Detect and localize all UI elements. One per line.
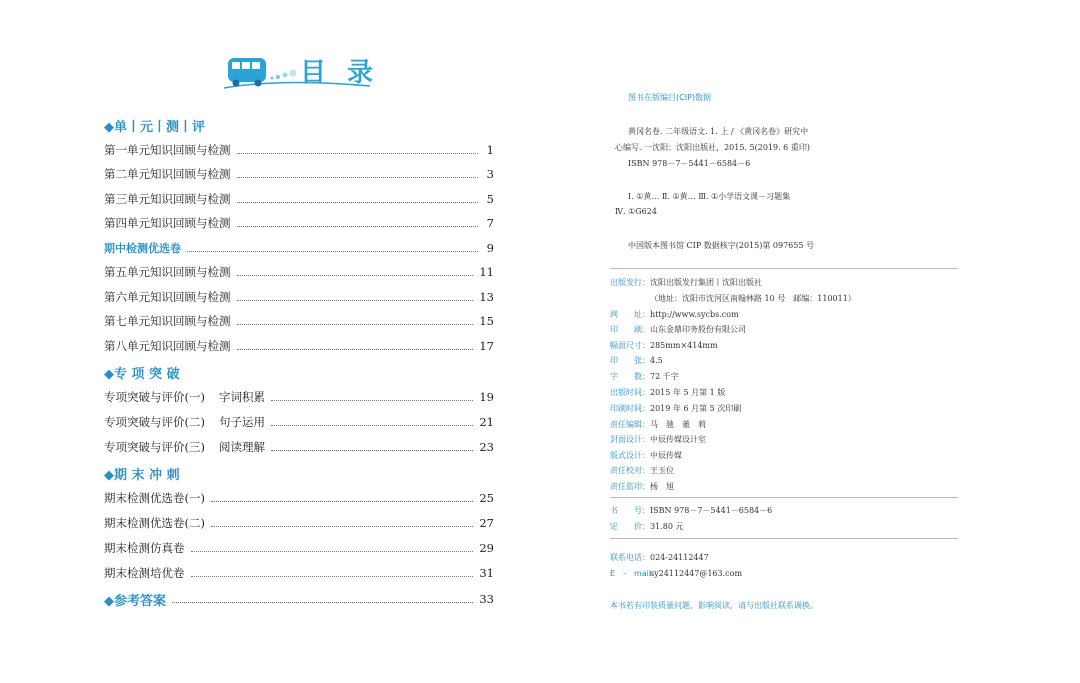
cip-line: Ⅰ. ①黄… Ⅱ. ①黄… Ⅲ. ①小学语文课－习题集 [628,192,791,201]
info-layout-design: 版式设计：中辰传媒 [610,451,682,460]
info-print-supervisor: 责任监印：杨 旭 [610,482,674,491]
divider [610,497,958,498]
toc-row: 第四单元知识回顾与检测 7 [104,216,494,230]
toc-row: 专项突破与评价(二) 句子运用 21 [104,415,494,429]
info-cover-design: 封面设计：中辰传媒设计室 [610,435,706,444]
toc-title: 目 录 [300,58,380,88]
info-size: 幅面尺寸：285mm×414mm [610,341,718,350]
cip-line: ISBN 978－7－5441－6584－6 [628,159,751,168]
info-pub-date: 出版时间：2015 年 5 月第 1 版 [610,388,726,397]
info-isbn: 书 号：ISBN 978－7－5441－6584－6 [610,506,773,515]
info-printer: 印 刷：山东金鼎印务股份有限公司 [610,325,746,334]
info-sheets: 印 张：4.5 [610,356,663,365]
section-special-topics: ◆专 项 突 破 [104,367,180,382]
toc-row: 期末检测培优卷 31 [104,566,494,580]
cip-line: Ⅳ. ①G624 [615,207,657,216]
quality-notice: 本书若有印装质量问题，影响阅读，请与出版社联系调换。 [610,601,818,610]
info-phone: 联系电话：024-24112447 [610,553,709,562]
info-address: （地址：沈阳市沈河区南翰林路 10 号 邮编：110011） [650,294,856,303]
toc-row: 专项突破与评价(三) 阅读理解 23 [104,440,494,454]
toc-row-answers: ◆参考答案 33 [104,592,494,609]
toc-row: 第三单元知识回顾与检测 5 [104,192,494,206]
toc-row-midterm: 期中检测优选卷 9 [104,241,494,255]
info-website: 网 址：http://www.sycbs.com [610,310,739,319]
section-unit-tests: ◆单丨元丨测丨评 [104,120,205,135]
info-email: E - mail：sy24112447@163.com [610,569,743,578]
toc-row: 期末检测优选卷(一) 25 [104,491,494,505]
toc-row: 期末检测仿真卷 29 [104,541,494,555]
divider [610,268,958,269]
section-final-sprint: ◆期 末 冲 刺 [104,468,180,483]
toc-row: 第五单元知识回顾与检测 11 [104,265,494,279]
toc-row: 第二单元知识回顾与检测 3 [104,167,494,181]
cip-line: 中国版本图书馆 CIP 数据核字(2015)第 097655 号 [628,241,814,250]
info-proofreader: 责任校对：王玉位 [610,466,674,475]
divider [610,538,958,539]
info-editor: 责任编辑：马 驰 董 莉 [610,420,706,429]
toc-row: 第六单元知识回顾与检测 13 [104,290,494,304]
info-words: 字 数：72 千字 [610,372,679,381]
info-print-date: 印刷时间：2019 年 6 月第 5 次印刷 [610,404,742,413]
toc-row: 第八单元知识回顾与检测 17 [104,339,494,353]
cip-heading: 图书在版编目(CIP)数据 [628,93,712,102]
cip-line: 心编写. 一沈阳：沈阳出版社，2015. 5(2019. 6 重印) [615,143,810,152]
toc-row: 期末检测优选卷(二) 27 [104,516,494,530]
toc-row: 第一单元知识回顾与检测 1 [104,143,494,157]
toc-row: 专项突破与评价(一) 字词积累 19 [104,390,494,404]
cip-line: 黄冈名卷. 二年级语文. 1. 上 / 《黄冈名卷》研究中 [628,127,809,136]
info-publisher: 出版发行：沈阳出版发行集团丨沈阳出版社 [610,278,762,287]
toc-row: 第七单元知识回顾与检测 15 [104,314,494,328]
info-price: 定 价：31.80 元 [610,522,684,531]
